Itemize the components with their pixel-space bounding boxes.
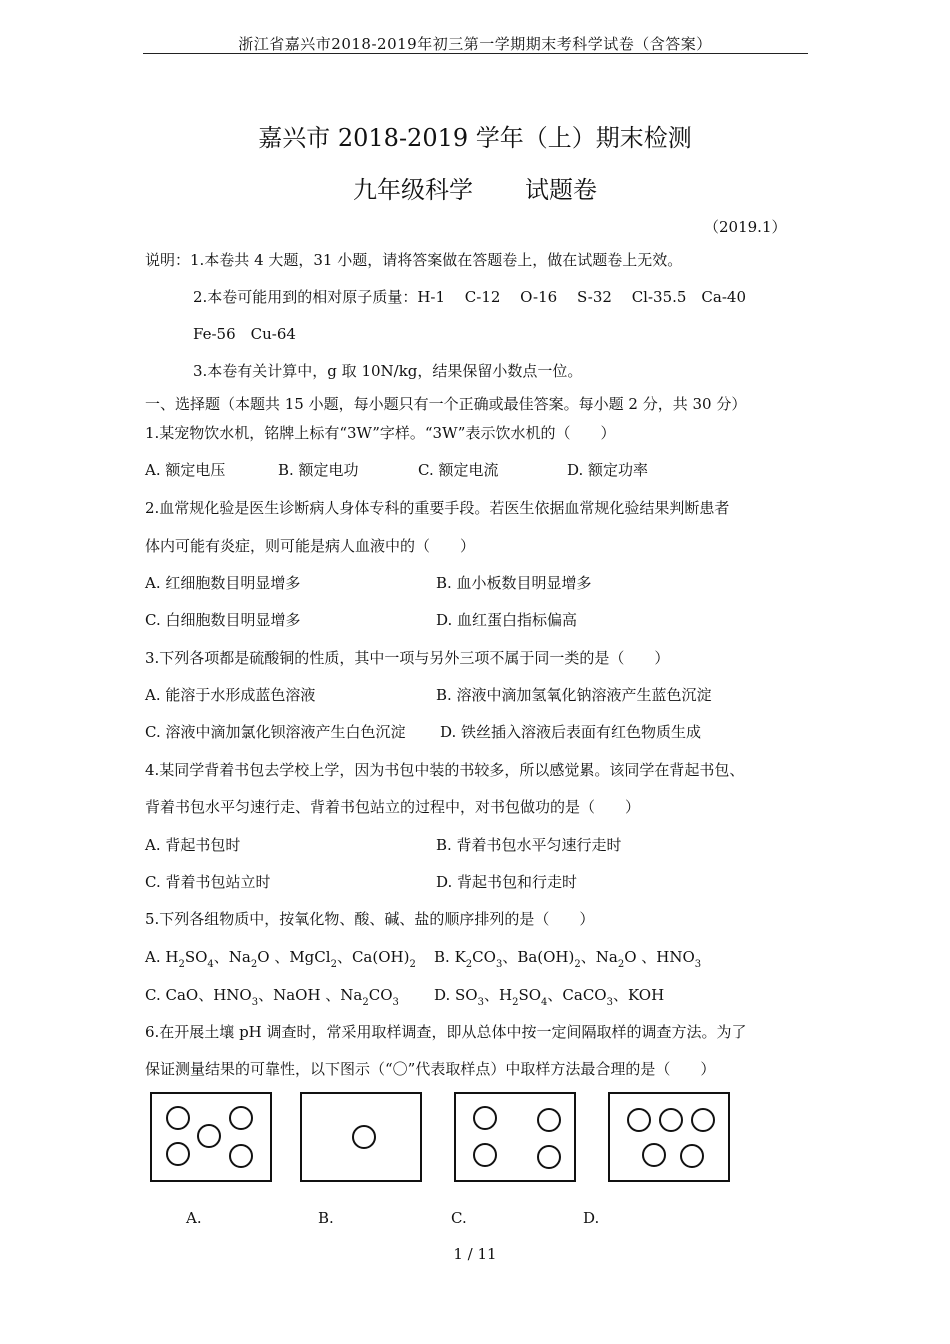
q4-option-b: B. 背着书包水平匀速行走时	[436, 836, 622, 854]
section-heading: 一、选择题（本题共 15 小题，每小题只有一个正确或最佳答案。每小题 2 分，共 30 分）	[145, 395, 747, 413]
sample-point	[197, 1124, 221, 1148]
q4-option-a: A. 背起书包时	[145, 836, 241, 854]
subtitle-subject: 九年级科学	[353, 176, 473, 204]
q2-option-b: B. 血小板数目明显增多	[436, 574, 592, 592]
q4-option-c: C. 背着书包站立时	[145, 873, 271, 891]
sample-point	[473, 1106, 497, 1130]
document-header: 浙江省嘉兴市2018-2019年初三第一学期期末考科学试卷（含答案）	[238, 35, 712, 53]
diagram-label-a: A.	[186, 1209, 202, 1227]
q5-stem: 5.下列各组物质中，按氧化物、酸、碱、盐的顺序排列的是（ ）	[145, 910, 595, 928]
q2-option-a: A. 红细胞数目明显增多	[145, 574, 301, 592]
q4-option-d: D. 背起书包和行走时	[436, 873, 578, 891]
sample-point	[166, 1142, 190, 1166]
q2-option-c: C. 白细胞数目明显增多	[145, 611, 301, 629]
note-1: 说明：1.本卷共 4 大题，31 小题，请将答案做在答题卷上，做在试题卷上无效。	[145, 251, 683, 269]
sample-point	[229, 1144, 253, 1168]
page-number: 1 / 11	[453, 1245, 497, 1263]
diagram-label-d: D.	[583, 1209, 600, 1227]
sample-point	[659, 1108, 683, 1132]
sample-point	[627, 1108, 651, 1132]
q5-option-c: C. CaO、$HNO_3$、NaOH 、$Na_2CO_3$	[145, 986, 399, 1008]
q3-option-b: B. 溶液中滴加氢氧化钠溶液产生蓝色沉淀	[436, 686, 712, 704]
q3-stem: 3.下列各项都是硫酸铜的性质，其中一项与另外三项不属于同一类的是（ ）	[145, 649, 670, 667]
sample-point	[473, 1143, 497, 1167]
q3-option-d: D. 铁丝插入溶液后表面有红色物质生成	[440, 723, 702, 741]
q4-stem-cont: 背着书包水平匀速行走、背着书包站立的过程中，对书包做功的是（ ）	[145, 798, 641, 816]
sample-point	[166, 1106, 190, 1130]
sampling-diagram-d	[608, 1092, 730, 1182]
sample-point	[229, 1106, 253, 1130]
q3-option-c: C. 溶液中滴加氯化钡溶液产生白色沉淀	[145, 723, 406, 741]
sampling-diagram-a	[150, 1092, 272, 1182]
q1-option-b: B. 额定电功	[278, 461, 359, 479]
q5-option-a: A. $H_2SO_4$、$Na_2O$ 、MgCl$_2$、$Ca(OH)_2$	[145, 948, 416, 970]
q1-option-c: C. 额定电流	[418, 461, 499, 479]
q1-option-d: D. 额定功率	[567, 461, 649, 479]
q2-option-d: D. 血红蛋白指标偏高	[436, 611, 578, 629]
sample-point	[691, 1108, 715, 1132]
q1-stem: 1.某宠物饮水机，铭牌上标有“3W”字样。“3W”表示饮水机的（ ）	[145, 424, 616, 442]
q5-option-b: B. $K_2CO_3$、$Ba(OH)_2$、$Na_2O$ 、$HNO_3$	[434, 948, 702, 970]
q1-option-a: A. 额定电压	[145, 461, 226, 479]
subtitle-paper: 试题卷	[525, 176, 597, 204]
q6-stem: 6.在开展土壤 pH 调查时，常采用取样调查，即从总体中按一定间隔取样的调查方法。为了	[145, 1023, 747, 1041]
exam-title: 嘉兴市 2018-2019 学年（上）期末检测	[258, 124, 692, 152]
q2-stem-cont: 体内可能有炎症，则可能是病人血液中的（ ）	[145, 537, 476, 555]
diagram-label-b: B.	[318, 1209, 334, 1227]
sample-point	[537, 1108, 561, 1132]
note-3: 3.本卷有关计算中，g 取 10N/kg，结果保留小数点一位。	[193, 362, 583, 380]
note-2: 2.本卷可能用到的相对原子质量：H-1 C-12 O-16 S-32 Cl-35.5 Ca-40	[193, 288, 747, 306]
q2-stem: 2.血常规化验是医生诊断病人身体专科的重要手段。若医生依据血常规化验结果判断患者	[145, 499, 730, 517]
sampling-diagram-b	[300, 1092, 422, 1182]
q5-option-d: D. $SO_3$、$H_2SO_4$、CaCO$_3$、KOH	[434, 986, 665, 1008]
q4-stem: 4.某同学背着书包去学校上学，因为书包中装的书较多，所以感觉累。该同学在背起书包、	[145, 761, 745, 779]
exam-date: （2019.1）	[704, 218, 787, 236]
sample-point	[642, 1143, 666, 1167]
q3-option-a: A. 能溶于水形成蓝色溶液	[145, 686, 316, 704]
note-2-cont: Fe-56 Cu-64	[193, 325, 296, 343]
header-divider	[143, 53, 808, 54]
sampling-diagram-c	[454, 1092, 576, 1182]
sample-point	[537, 1145, 561, 1169]
sample-point	[680, 1144, 704, 1168]
sample-point	[352, 1125, 376, 1149]
q6-stem-cont: 保证测量结果的可靠性，以下图示（“〇”代表取样点）中取样方法最合理的是（ ）	[145, 1060, 716, 1078]
exam-subtitle	[0, 170, 950, 205]
diagram-label-c: C.	[451, 1209, 467, 1227]
